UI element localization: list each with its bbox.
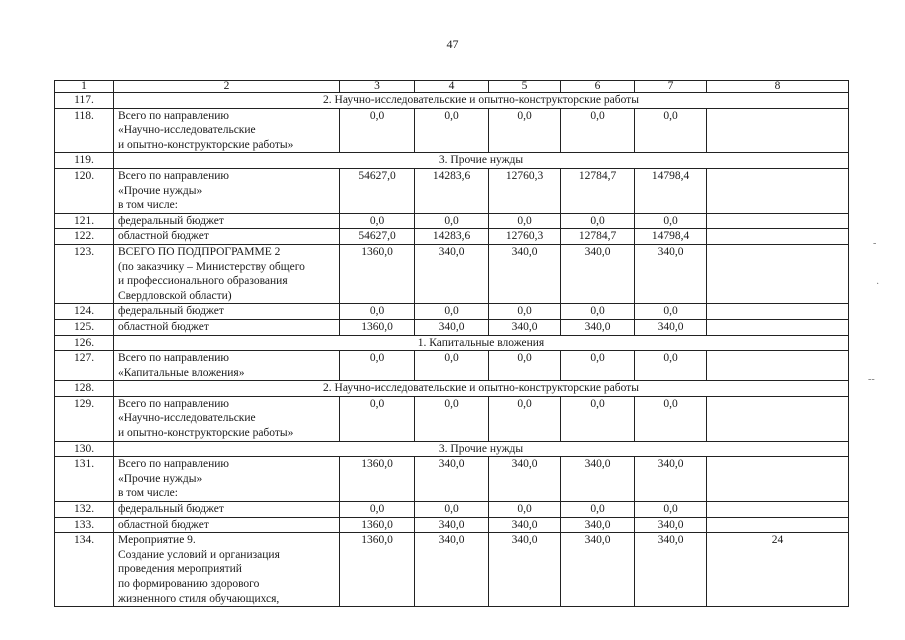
value-cell: 54627,0 bbox=[340, 229, 415, 245]
value-cell: 1360,0 bbox=[340, 244, 415, 303]
table-row bbox=[55, 396, 849, 441]
value-cell: 0,0 bbox=[635, 304, 707, 320]
value-cell: 0,0 bbox=[635, 213, 707, 229]
value-cell: 0,0 bbox=[340, 108, 415, 153]
description-line: Всего по направлению bbox=[118, 352, 229, 365]
value-cell: 0,0 bbox=[340, 351, 415, 381]
section-row bbox=[55, 441, 849, 457]
column-header: 5 bbox=[489, 81, 561, 93]
table-row bbox=[55, 533, 849, 607]
budget-table bbox=[54, 80, 849, 607]
value-cell: 0,0 bbox=[489, 396, 561, 441]
column-header: 8 bbox=[707, 81, 849, 93]
description-line: федеральный бюджет bbox=[118, 305, 224, 318]
description-line: областной бюджет bbox=[118, 230, 209, 243]
row-description bbox=[114, 502, 340, 518]
value-cell: 340,0 bbox=[635, 244, 707, 303]
description-line: федеральный бюджет bbox=[118, 214, 224, 227]
value-cell: 340,0 bbox=[415, 457, 489, 502]
value-cell: 340,0 bbox=[561, 244, 635, 303]
row-number: 128. bbox=[55, 381, 114, 397]
description-line: Всего по направлению bbox=[118, 109, 229, 122]
note-cell bbox=[707, 229, 849, 245]
value-cell: 340,0 bbox=[415, 244, 489, 303]
row-number: 124. bbox=[55, 304, 114, 320]
note-cell bbox=[707, 502, 849, 518]
value-cell: 0,0 bbox=[415, 108, 489, 153]
row-number: 126. bbox=[55, 335, 114, 351]
section-title: 1. Капитальные вложения bbox=[114, 335, 849, 351]
value-cell: 340,0 bbox=[635, 457, 707, 502]
row-description bbox=[114, 229, 340, 245]
value-cell: 340,0 bbox=[489, 533, 561, 607]
value-cell: 0,0 bbox=[340, 396, 415, 441]
margin-mark: · bbox=[876, 279, 880, 290]
row-description bbox=[114, 319, 340, 335]
note-cell bbox=[707, 351, 849, 381]
header-row bbox=[55, 81, 849, 93]
description-line: проведения мероприятий bbox=[118, 563, 242, 576]
description-line: жизненного стиля обучающихся, bbox=[118, 592, 280, 605]
table-row bbox=[55, 319, 849, 335]
row-description bbox=[114, 517, 340, 533]
note-cell: 24 bbox=[707, 533, 849, 607]
table-row bbox=[55, 213, 849, 229]
value-cell: 340,0 bbox=[635, 517, 707, 533]
description-line: федеральный бюджет bbox=[118, 503, 224, 516]
row-description bbox=[114, 396, 340, 441]
note-cell bbox=[707, 304, 849, 320]
note-cell bbox=[707, 457, 849, 502]
value-cell: 1360,0 bbox=[340, 517, 415, 533]
row-number: 121. bbox=[55, 213, 114, 229]
value-cell: 0,0 bbox=[415, 304, 489, 320]
section-title: 3. Прочие нужды bbox=[114, 441, 849, 457]
row-number: 133. bbox=[55, 517, 114, 533]
description-line: «Капитальные вложения» bbox=[118, 366, 245, 379]
value-cell: 340,0 bbox=[561, 319, 635, 335]
value-cell: 0,0 bbox=[415, 351, 489, 381]
margin-mark: - bbox=[873, 238, 877, 249]
row-number: 132. bbox=[55, 502, 114, 518]
note-cell bbox=[707, 213, 849, 229]
table-row bbox=[55, 351, 849, 381]
note-cell bbox=[707, 168, 849, 213]
note-cell bbox=[707, 517, 849, 533]
value-cell: 54627,0 bbox=[340, 168, 415, 213]
value-cell: 0,0 bbox=[635, 502, 707, 518]
row-number: 123. bbox=[55, 244, 114, 303]
value-cell: 340,0 bbox=[635, 533, 707, 607]
row-description bbox=[114, 533, 340, 607]
value-cell: 0,0 bbox=[561, 396, 635, 441]
column-header: 6 bbox=[561, 81, 635, 93]
description-line: Создание условий и организация bbox=[118, 548, 280, 561]
value-cell: 1360,0 bbox=[340, 533, 415, 607]
page-number: 47 bbox=[446, 37, 459, 51]
value-cell: 340,0 bbox=[489, 457, 561, 502]
table-row bbox=[55, 517, 849, 533]
section-row bbox=[55, 381, 849, 397]
description-line: в том числе: bbox=[118, 487, 178, 500]
description-line: и профессионального образования bbox=[118, 275, 288, 288]
column-header: 1 bbox=[55, 81, 114, 93]
section-row bbox=[55, 93, 849, 109]
section-title: 2. Научно-исследовательские и опытно-конструкторские работы bbox=[114, 93, 849, 109]
description-line: «Прочие нужды» bbox=[118, 184, 203, 197]
value-cell: 0,0 bbox=[340, 213, 415, 229]
value-cell: 340,0 bbox=[561, 533, 635, 607]
value-cell: 0,0 bbox=[635, 108, 707, 153]
value-cell: 0,0 bbox=[561, 351, 635, 381]
row-description bbox=[114, 304, 340, 320]
value-cell: 340,0 bbox=[415, 517, 489, 533]
value-cell: 0,0 bbox=[489, 502, 561, 518]
table-row bbox=[55, 502, 849, 518]
row-description bbox=[114, 213, 340, 229]
value-cell: 340,0 bbox=[635, 319, 707, 335]
value-cell: 340,0 bbox=[415, 319, 489, 335]
value-cell: 340,0 bbox=[489, 319, 561, 335]
table-body bbox=[55, 81, 849, 607]
value-cell: 0,0 bbox=[489, 213, 561, 229]
row-number: 120. bbox=[55, 168, 114, 213]
value-cell: 12784,7 bbox=[561, 229, 635, 245]
value-cell: 340,0 bbox=[489, 517, 561, 533]
value-cell: 340,0 bbox=[561, 457, 635, 502]
value-cell: 0,0 bbox=[561, 108, 635, 153]
value-cell: 0,0 bbox=[415, 396, 489, 441]
row-description bbox=[114, 168, 340, 213]
value-cell: 340,0 bbox=[489, 244, 561, 303]
description-line: Всего по направлению bbox=[118, 397, 229, 410]
margin-mark: -- bbox=[868, 374, 875, 385]
value-cell: 0,0 bbox=[561, 304, 635, 320]
description-line: и опытно-конструкторские работы» bbox=[118, 427, 294, 440]
description-line: Свердловской области) bbox=[118, 289, 232, 302]
row-number: 134. bbox=[55, 533, 114, 607]
row-number: 130. bbox=[55, 441, 114, 457]
table-row bbox=[55, 457, 849, 502]
row-number: 117. bbox=[55, 93, 114, 109]
section-title: 3. Прочие нужды bbox=[114, 153, 849, 169]
row-number: 119. bbox=[55, 153, 114, 169]
note-cell bbox=[707, 244, 849, 303]
value-cell: 0,0 bbox=[635, 351, 707, 381]
value-cell: 0,0 bbox=[415, 502, 489, 518]
description-line: «Прочие нужды» bbox=[118, 472, 203, 485]
row-number: 129. bbox=[55, 396, 114, 441]
value-cell: 12760,3 bbox=[489, 229, 561, 245]
row-number: 122. bbox=[55, 229, 114, 245]
row-description bbox=[114, 351, 340, 381]
value-cell: 14798,4 bbox=[635, 229, 707, 245]
column-header: 4 bbox=[415, 81, 489, 93]
table-row bbox=[55, 108, 849, 153]
description-line: Мероприятие 9. bbox=[118, 534, 196, 547]
section-title: 2. Научно-исследовательские и опытно-конструкторские работы bbox=[114, 381, 849, 397]
description-line: «Научно-исследовательские bbox=[118, 412, 256, 425]
note-cell bbox=[707, 319, 849, 335]
description-line: ВСЕГО ПО ПОДПРОГРАММЕ 2 bbox=[118, 245, 281, 258]
value-cell: 0,0 bbox=[340, 502, 415, 518]
description-line: Всего по направлению bbox=[118, 458, 229, 471]
note-cell bbox=[707, 396, 849, 441]
column-header: 3 bbox=[340, 81, 415, 93]
table-row bbox=[55, 229, 849, 245]
value-cell: 1360,0 bbox=[340, 319, 415, 335]
description-line: в том числе: bbox=[118, 199, 178, 212]
column-header: 2 bbox=[114, 81, 340, 93]
section-row bbox=[55, 335, 849, 351]
description-line: Всего по направлению bbox=[118, 169, 229, 182]
value-cell: 340,0 bbox=[415, 533, 489, 607]
row-description bbox=[114, 244, 340, 303]
value-cell: 14283,6 bbox=[415, 168, 489, 213]
description-line: и опытно-конструкторские работы» bbox=[118, 138, 294, 151]
value-cell: 0,0 bbox=[635, 396, 707, 441]
value-cell: 0,0 bbox=[489, 304, 561, 320]
table-row bbox=[55, 168, 849, 213]
description-line: областной бюджет bbox=[118, 518, 209, 531]
section-row bbox=[55, 153, 849, 169]
row-number: 118. bbox=[55, 108, 114, 153]
value-cell: 0,0 bbox=[561, 213, 635, 229]
value-cell: 340,0 bbox=[561, 517, 635, 533]
value-cell: 0,0 bbox=[340, 304, 415, 320]
value-cell: 14283,6 bbox=[415, 229, 489, 245]
row-number: 131. bbox=[55, 457, 114, 502]
value-cell: 0,0 bbox=[415, 213, 489, 229]
description-line: областной бюджет bbox=[118, 320, 209, 333]
description-line: по формированию здорового bbox=[118, 578, 260, 590]
value-cell: 0,0 bbox=[561, 502, 635, 518]
description-line: (по заказчику – Министерству общего bbox=[118, 260, 305, 273]
row-description bbox=[114, 457, 340, 502]
value-cell: 12784,7 bbox=[561, 168, 635, 213]
value-cell: 12760,3 bbox=[489, 168, 561, 213]
value-cell: 0,0 bbox=[489, 351, 561, 381]
value-cell: 1360,0 bbox=[340, 457, 415, 502]
row-number: 125. bbox=[55, 319, 114, 335]
description-line: «Научно-исследовательские bbox=[118, 124, 256, 137]
table-row bbox=[55, 304, 849, 320]
row-number: 127. bbox=[55, 351, 114, 381]
table-row bbox=[55, 244, 849, 303]
row-description bbox=[114, 108, 340, 153]
note-cell bbox=[707, 108, 849, 153]
value-cell: 0,0 bbox=[489, 108, 561, 153]
column-header: 7 bbox=[635, 81, 707, 93]
value-cell: 14798,4 bbox=[635, 168, 707, 213]
